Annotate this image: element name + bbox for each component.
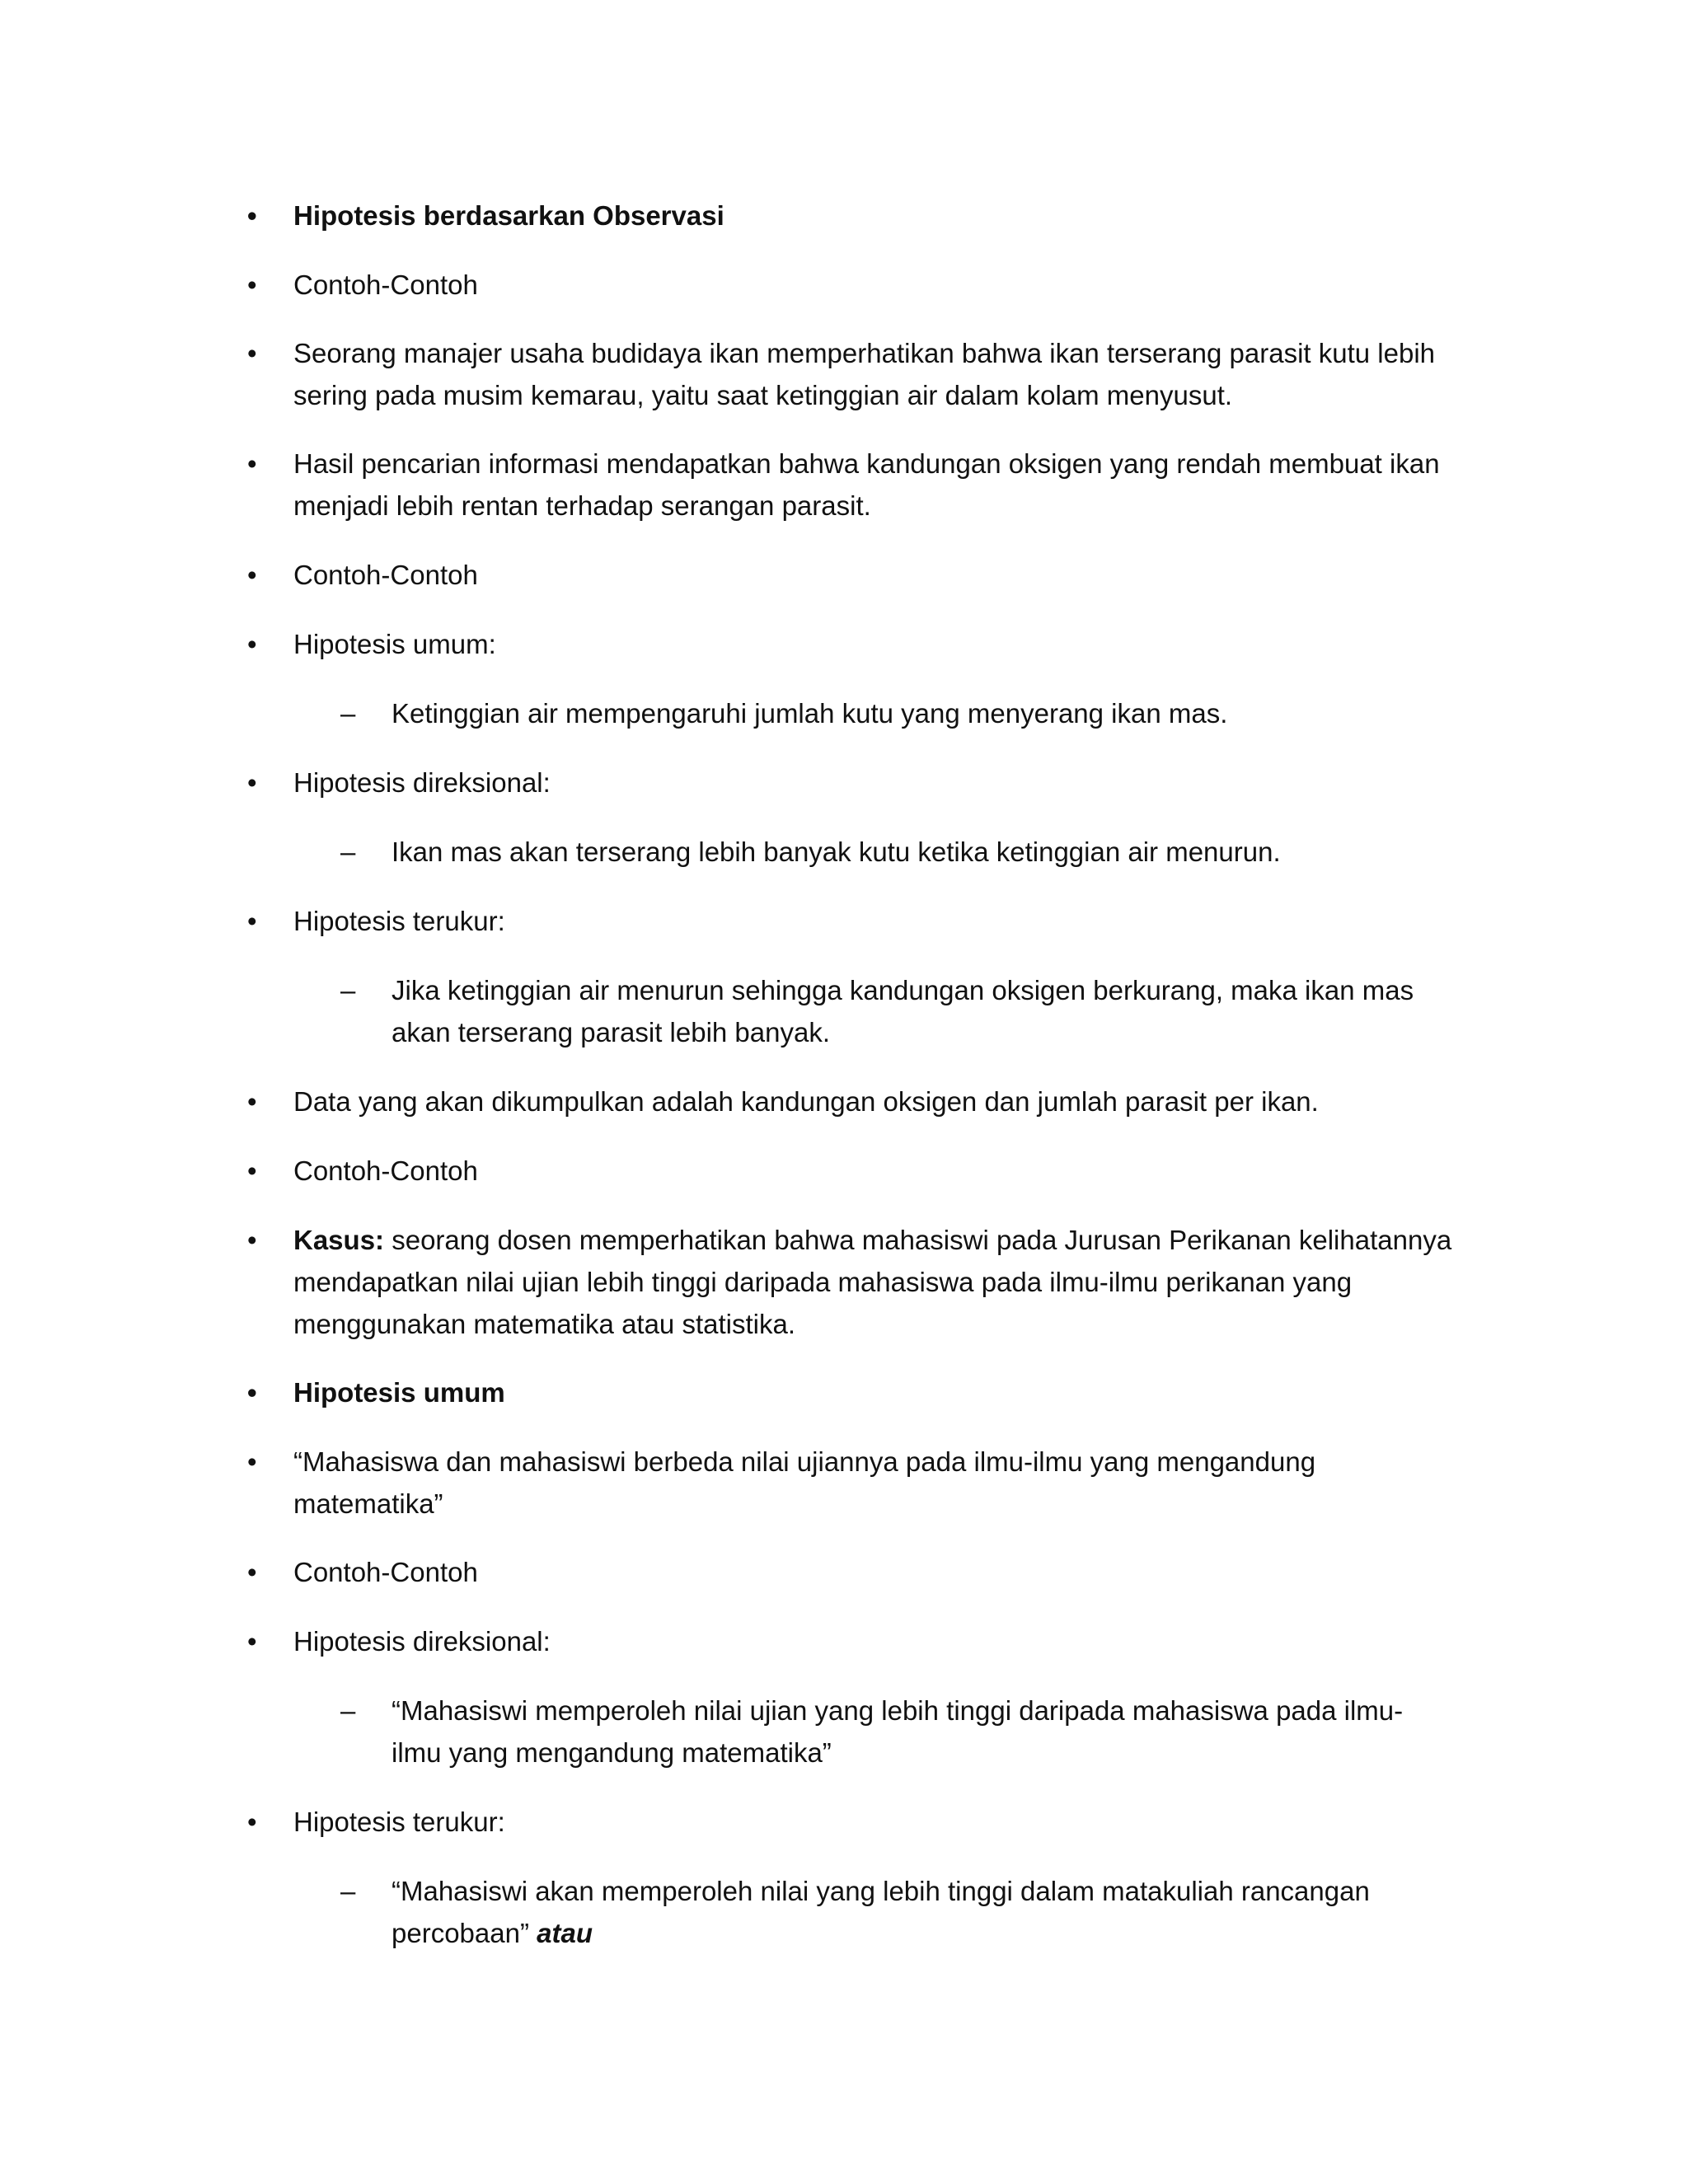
bullet-icon: • [247,560,257,590]
sub-list-item [340,1870,1463,1954]
bullet-icon: • [247,1626,257,1657]
bullet-icon: • [247,1225,257,1255]
item-text-line: “Mahasiswa dan mahasiswi berbeda nilai ujiannya pada ilmu-ilmu yang mengandung [293,1446,1316,1477]
list-item [247,1080,1447,1122]
emphasis-text: atau [537,1918,593,1948]
item-text-line: menjadi lebih rentan terhadap serangan parasit. [293,490,871,521]
bullet-icon: • [247,1377,257,1408]
bullet-icon: • [247,1155,257,1186]
item-text-line: ilmu yang mengandung matematika” [392,1737,832,1768]
sub-list-item [340,969,1463,1053]
item-text-line [293,1219,1452,1261]
list-item [247,900,1447,942]
list-item [247,1371,1447,1413]
bullet-icon: • [247,1446,257,1477]
list-item [247,1219,1452,1345]
list-item [247,1551,1447,1593]
list-item [247,332,1447,416]
item-text: Hipotesis umum [293,1377,505,1408]
case-label: Kasus: [293,1225,385,1255]
list-item [247,554,1447,596]
case-text: seorang dosen memperhatikan bahwa mahasiswi pada Jurusan Perikanan kelihatannya [384,1225,1452,1255]
item-text: Data yang akan dikumpulkan adalah kandungan oksigen dan jumlah parasit per ikan. [293,1086,1319,1117]
bullet-icon: • [247,448,257,479]
bullet-icon: • [247,1086,257,1117]
item-text-line: sering pada musim kemarau, yaitu saat ketinggian air dalam kolam menyusut. [293,380,1233,410]
item-text: Contoh-Contoh [293,1155,478,1186]
sub-list-item [340,831,1463,873]
item-text: Hipotesis berdasarkan Observasi [293,200,724,231]
item-text: Ikan mas akan terserang lebih banyak kutu ketika ketinggian air menurun. [392,837,1281,867]
item-text: Hipotesis direksional: [293,1626,551,1657]
bullet-icon: • [247,1807,257,1837]
item-text-line: menggunakan matematika atau statistika. [293,1309,796,1339]
list-item [247,1441,1447,1525]
item-text-line: “Mahasiswi memperoleh nilai ujian yang lebih tinggi daripada mahasiswa pada ilmu- [392,1695,1404,1726]
list-item [247,1620,1447,1662]
list-item [247,1150,1447,1192]
item-text-line: matematika” [293,1488,443,1519]
dash-icon: – [340,1695,356,1726]
bullet-icon: • [247,200,257,231]
item-text: Hipotesis direksional: [293,767,551,798]
item-text: Hipotesis umum: [293,629,496,659]
dash-icon: – [340,837,356,867]
list-item [247,1801,1447,1843]
item-text-line: Seorang manajer usaha budidaya ikan memperhatikan bahwa ikan terserang parasit kutu lebih [293,338,1436,368]
item-text: Contoh-Contoh [293,560,478,590]
dash-icon: – [340,698,356,729]
list-item [247,194,1447,237]
item-text: Ketinggian air mempengaruhi jumlah kutu yang menyerang ikan mas. [392,698,1228,729]
bullet-icon: • [247,767,257,798]
sub-list-item [340,692,1463,734]
bullet-icon: • [247,1557,257,1587]
dash-icon: – [340,975,356,1005]
bullet-icon: • [247,269,257,300]
item-text-line [392,1912,1463,1954]
list-item [247,623,1447,665]
item-text-line: Jika ketinggian air menurun sehingga kandungan oksigen berkurang, maka ikan mas [392,975,1414,1005]
bullet-icon: • [247,906,257,936]
item-text-line: akan terserang parasit lebih banyak. [392,1017,830,1047]
sub-list-item [340,1690,1463,1774]
list-item [247,762,1447,804]
item-text: Hipotesis terukur: [293,906,505,936]
item-text-line: “Mahasiswi akan memperoleh nilai yang lebih tinggi dalam matakuliah rancangan [392,1876,1370,1906]
item-text: Contoh-Contoh [293,269,478,300]
item-text-line: Hasil pencarian informasi mendapatkan bahwa kandungan oksigen yang rendah membuat ikan [293,448,1440,479]
dash-icon: – [340,1876,356,1906]
item-text: Contoh-Contoh [293,1557,478,1587]
bullet-icon: • [247,629,257,659]
item-text-line: mendapatkan nilai ujian lebih tinggi daripada mahasiswa pada ilmu-ilmu perikanan yang [293,1267,1353,1297]
item-text: percobaan” [392,1918,537,1948]
item-text: Hipotesis terukur: [293,1807,505,1837]
list-item [247,443,1447,527]
bullet-icon: • [247,338,257,368]
list-item [247,264,1447,306]
